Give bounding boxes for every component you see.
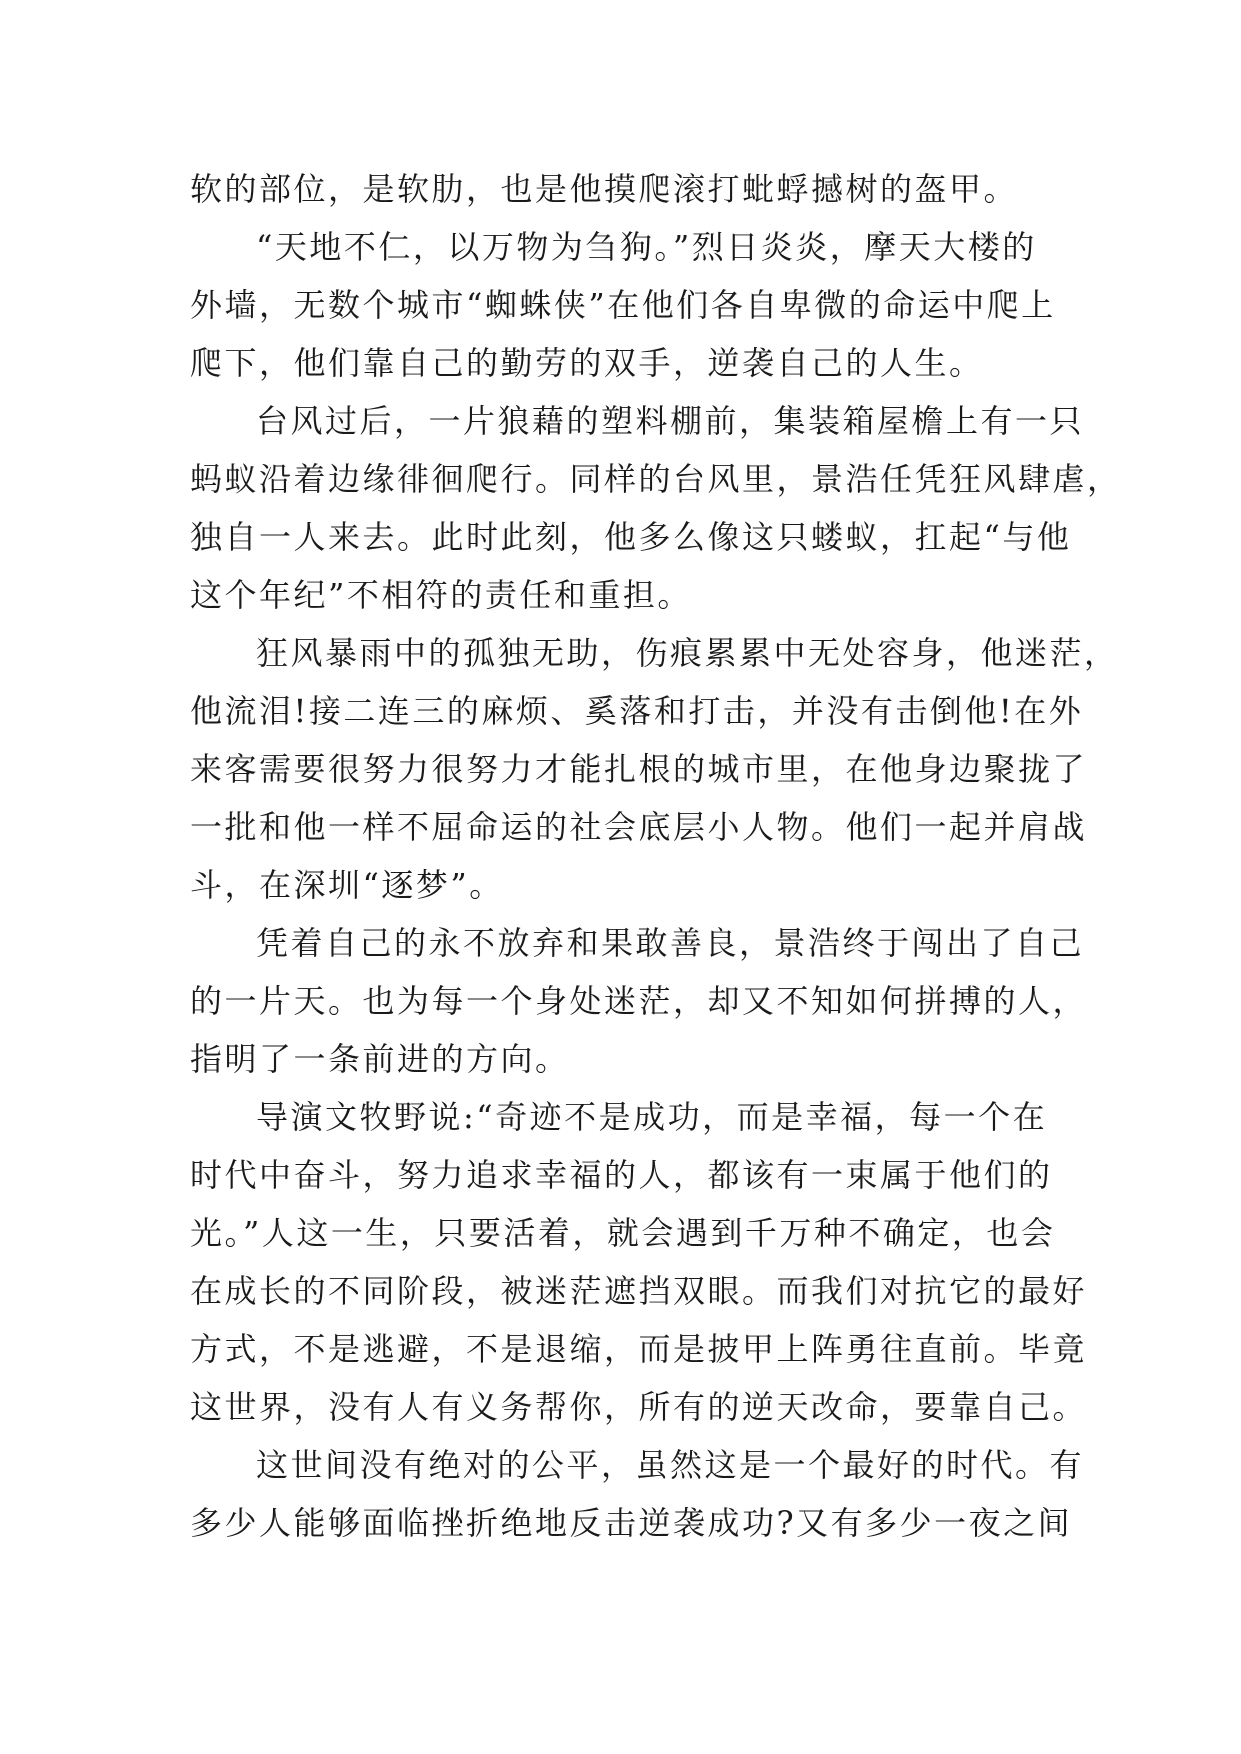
text-line: 方式，不是逃避，不是退缩，而是披甲上阵勇往直前。毕竟	[190, 1330, 1088, 1368]
text-line: 台风过后，一片狼藉的塑料棚前，集装箱屋檐上有一只	[256, 402, 1085, 440]
text-line: 在成长的不同阶段，被迷茫遮挡双眼。而我们对抗它的最好	[190, 1272, 1088, 1310]
text-line: 光。”人这一生，只要活着，就会遇到千万种不确定，也会	[190, 1214, 1056, 1252]
text-line: 这世间没有绝对的公平，虽然这是一个最好的时代。有	[256, 1446, 1085, 1484]
text-line: 指明了一条前进的方向。	[190, 1040, 570, 1078]
text-line: 时代中奋斗，努力追求幸福的人，都该有一束属于他们的	[190, 1156, 1053, 1194]
text-line: 这个年纪”不相符的责任和重担。	[190, 576, 692, 614]
text-line: 一批和他一样不屈命运的社会底层小人物。他们一起并肩战	[190, 808, 1088, 846]
text-line: 导演文牧野说:“奇迹不是成功，而是幸福，每一个在	[256, 1098, 1048, 1136]
text-line: 蚂蚁沿着边缘徘徊爬行。同样的台风里，景浩任凭狂风肆虐，	[190, 460, 1122, 498]
text-line: 凭着自己的永不放弃和果敢善良，景浩终于闯出了自己	[256, 924, 1085, 962]
text-line: 狂风暴雨中的孤独无助，伤痕累累中无处容身，他迷茫，	[256, 634, 1119, 672]
text-line: 爬下，他们靠自己的勤劳的双手，逆袭自己的人生。	[190, 344, 984, 382]
text-line: 软的部位，是软肋，也是他摸爬滚打蚍蜉撼树的盔甲。	[190, 170, 1019, 208]
text-line: 这世界，没有人有义务帮你，所有的逆天改命，要靠自己。	[190, 1388, 1088, 1426]
text-line: 独自一人来去。此时此刻，他多么像这只蝼蚁，扛起“与他	[190, 518, 1072, 556]
text-line: 外墙，无数个城市“蜘蛛侠”在他们各自卑微的命运中爬上	[190, 286, 1056, 324]
body-text	[190, 160, 1122, 1552]
text-line: 他流泪!接二连三的麻烦、奚落和打击，并没有击倒他!在外	[190, 692, 1084, 730]
text-line: 的一片天。也为每一个身处迷茫，却又不知如何拼搏的人，	[190, 982, 1088, 1020]
text-line: 来客需要很努力很努力才能扎根的城市里，在他身边聚拢了	[190, 750, 1088, 788]
text-line: 斗，在深圳“逐梦”。	[190, 866, 504, 904]
text-line: 多少人能够面临挫折绝地反击逆袭成功?又有多少一夜之间	[190, 1504, 1073, 1542]
text-line: “天地不仁，以万物为刍狗。”烈日炎炎，摩天大楼的	[256, 228, 1037, 266]
